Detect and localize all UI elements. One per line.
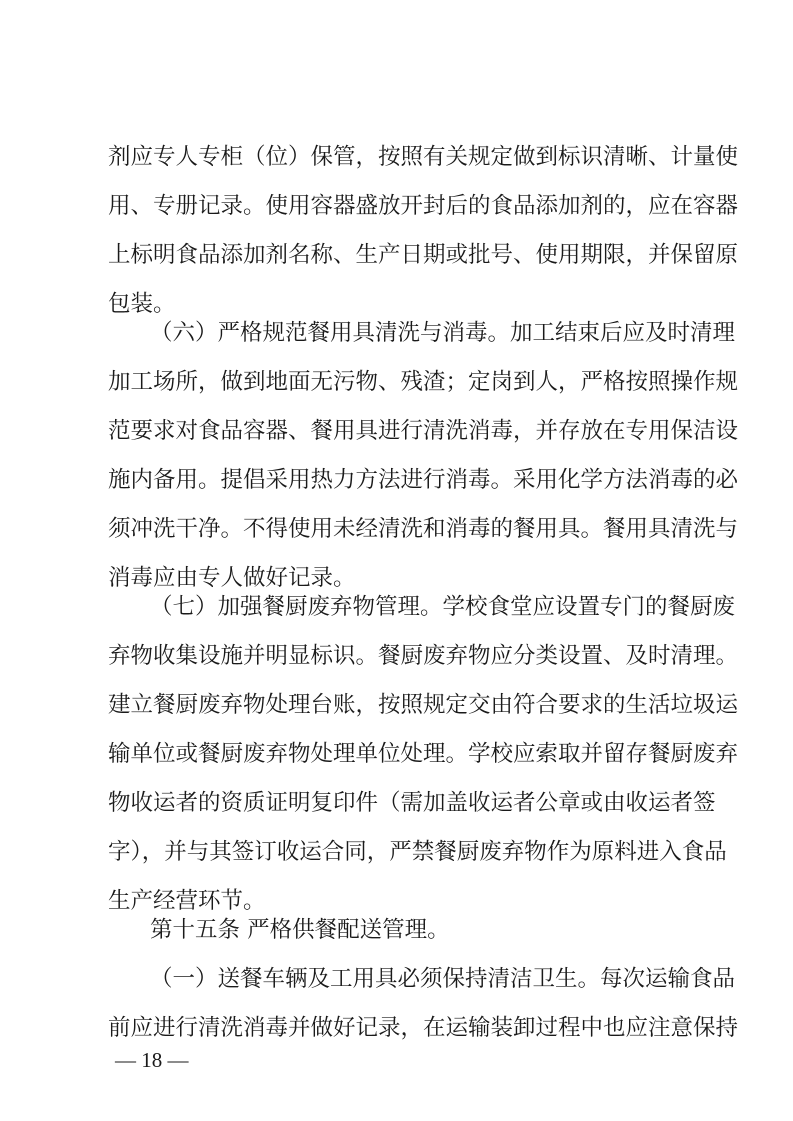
text-line: 包装。 <box>108 291 176 317</box>
page-number: — 18 — <box>115 1048 189 1072</box>
text-line: 加工场所，做到地面无污物、残渣；定岗到人，严格按照操作规 <box>108 369 739 395</box>
paragraph-start-line: （七）加强餐厨废弃物管理。学校食堂应设置专门的餐厨废 <box>150 594 736 620</box>
text-line: 施内备用。提倡采用热力方法进行消毒。采用化学方法消毒的必 <box>108 467 739 493</box>
text-line: 前应进行清洗消毒并做好记录，在运输装卸过程中也应注意保持 <box>108 1015 739 1041</box>
text-line: 建立餐厨废弃物处理台账，按照规定交由符合要求的生活垃圾运 <box>108 692 739 718</box>
text-line: 输单位或餐厨废弃物处理单位处理。学校应索取并留存餐厨废弃 <box>108 741 739 767</box>
article-heading-line: 第十五条 严格供餐配送管理。 <box>150 917 450 943</box>
text-line: 范要求对食品容器、餐用具进行清洗消毒，并存放在专用保洁设 <box>108 418 739 444</box>
text-line: 弃物收集设施并明显标识。餐厨废弃物应分类设置、及时清理。 <box>108 643 739 669</box>
text-line: 生产经营环节。 <box>108 888 266 914</box>
text-line: 剂应专人专柜（位）保管，按照有关规定做到标识清晰、计量使 <box>108 144 739 170</box>
text-line: 上标明食品添加剂名称、生产日期或批号、使用期限，并保留原 <box>108 242 739 268</box>
text-line: 字），并与其签订收运合同，严禁餐厨废弃物作为原料进入食品 <box>108 839 727 865</box>
text-line: 消毒应由专人做好记录。 <box>108 565 356 591</box>
text-line: 须冲洗干净。不得使用未经清洗和消毒的餐用具。餐用具清洗与 <box>108 516 739 542</box>
paragraph-start-line: （一）送餐车辆及工用具必须保持清洁卫生。每次运输食品 <box>150 966 736 992</box>
text-line: 物收运者的资质证明复印件（需加盖收运者公章或由收运者签 <box>108 790 716 816</box>
paragraph-start-line: （六）严格规范餐用具清洗与消毒。加工结束后应及时清理 <box>150 320 736 346</box>
text-line: 用、专册记录。使用容器盛放开封后的食品添加剂的，应在容器 <box>108 193 739 219</box>
